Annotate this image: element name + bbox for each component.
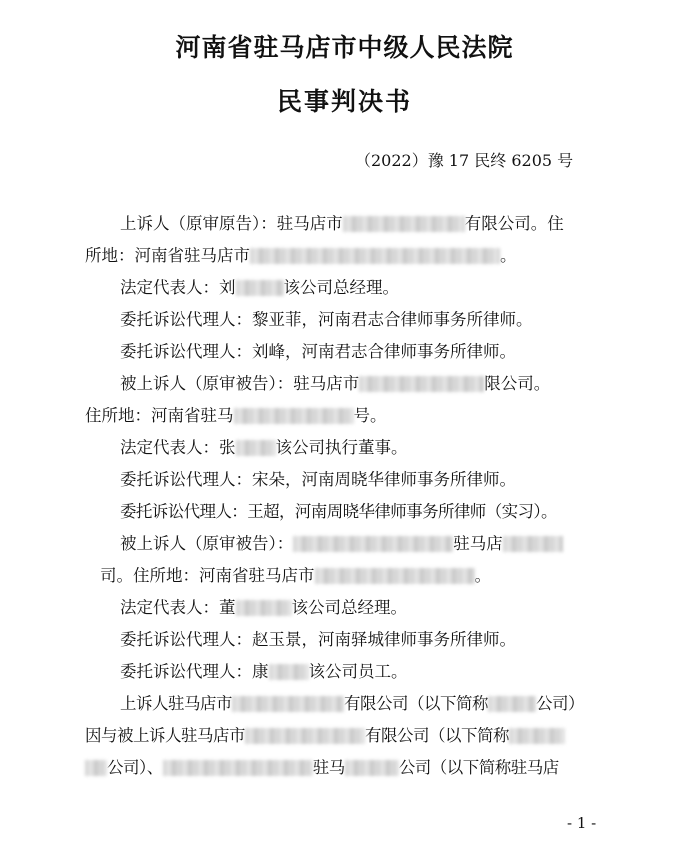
redaction-blur [236,280,284,296]
paragraph-line [120,340,516,364]
paragraph-line [120,500,557,524]
redaction-blur [488,696,536,712]
line-text: 委托诉讼代理人：赵玉景，河南驿城律师事务所律师。 [120,630,516,649]
line-text: 该公司总经理。 [291,598,407,617]
line-text: 上诉人（原审原告）：驻马店市 [120,214,343,233]
line-text: 委托诉讼代理人：刘峰，河南君志合律师事务所律师。 [120,342,516,361]
redaction-blur [359,376,484,392]
paragraph-line [120,308,533,332]
line-text: 被上诉人（原审被告）：驻马店市 [120,374,360,393]
line-text: 公司（以下简称驻马店 [398,758,559,777]
redaction-blur [85,760,107,776]
redaction-blur [269,664,309,680]
redaction-blur [250,248,500,264]
line-text: 公司）、 [107,758,163,777]
redaction-blur [503,536,563,552]
redaction-blur [315,568,475,584]
line-text: 被上诉人（原审被告）： [120,534,294,553]
paragraph-line [85,756,559,780]
line-text: 有限公司（以下简称 [365,726,509,745]
line-text: 限公司。 [484,374,551,393]
paragraph-line [120,628,516,652]
redaction-blur [232,696,344,712]
line-text: 委托诉讼代理人：黎亚菲，河南君志合律师事务所律师。 [120,310,533,329]
line-text: 公司） [536,694,584,713]
case-number: （2022）豫 17 民终 6205 号 [355,151,574,170]
redaction-blur [345,760,399,776]
line-text: 该公司执行董事。 [275,438,408,457]
line-text: 上诉人驻马店市 [120,694,232,713]
line-text: 。 [500,246,517,265]
redaction-blur [509,728,565,744]
redaction-blur [245,728,365,744]
line-text: 有限公司。住 [464,214,564,233]
page-number: - 1 - [567,814,597,832]
paragraph-line [120,372,550,396]
redaction-blur [293,536,453,552]
line-text: 因与被上诉人驻马店市 [85,726,245,745]
line-text: 驻马 [312,758,345,777]
line-text: 委托诉讼代理人：王超，河南周晓华律师事务所律师（实习）。 [120,502,557,521]
paragraph-line [120,692,584,716]
paragraph-line [100,564,491,588]
line-text: 委托诉讼代理人：宋朵，河南周晓华律师事务所律师。 [120,470,516,489]
line-text: 。 [474,566,491,585]
document-type: 民事判决书 [276,87,412,116]
line-text: 该公司总经理。 [283,278,399,297]
paragraph-line [85,244,517,268]
court-name: 河南省驻马店市中级人民法院 [175,33,514,62]
paragraph-line [120,596,407,620]
line-text: 驻马店 [453,534,503,553]
line-text: 住所地：河南省驻马 [85,406,234,425]
paragraph-line [85,404,387,428]
redaction-blur [236,600,292,616]
paragraph-line [120,468,516,492]
paragraph-line [85,724,565,748]
line-text: 该公司员工。 [308,662,408,681]
line-text: 委托诉讼代理人：康 [120,662,269,681]
line-text: 有限公司（以下简称 [344,694,488,713]
redaction-blur [163,760,313,776]
paragraph-line [120,660,408,684]
line-text: 法定代表人：董 [120,598,236,617]
paragraph-line [120,276,399,300]
line-text: 所地：河南省驻马店市 [85,246,250,265]
line-text: 法定代表人：张 [120,438,236,457]
line-text: 司。住所地：河南省驻马店市 [100,566,315,585]
paragraph-line [120,532,563,556]
redaction-blur [236,440,276,456]
redaction-blur [234,408,354,424]
redaction-blur [343,216,465,232]
line-text: 法定代表人：刘 [120,278,236,297]
paragraph-line [120,212,564,236]
line-text: 号。 [353,406,387,425]
paragraph-line [120,436,408,460]
